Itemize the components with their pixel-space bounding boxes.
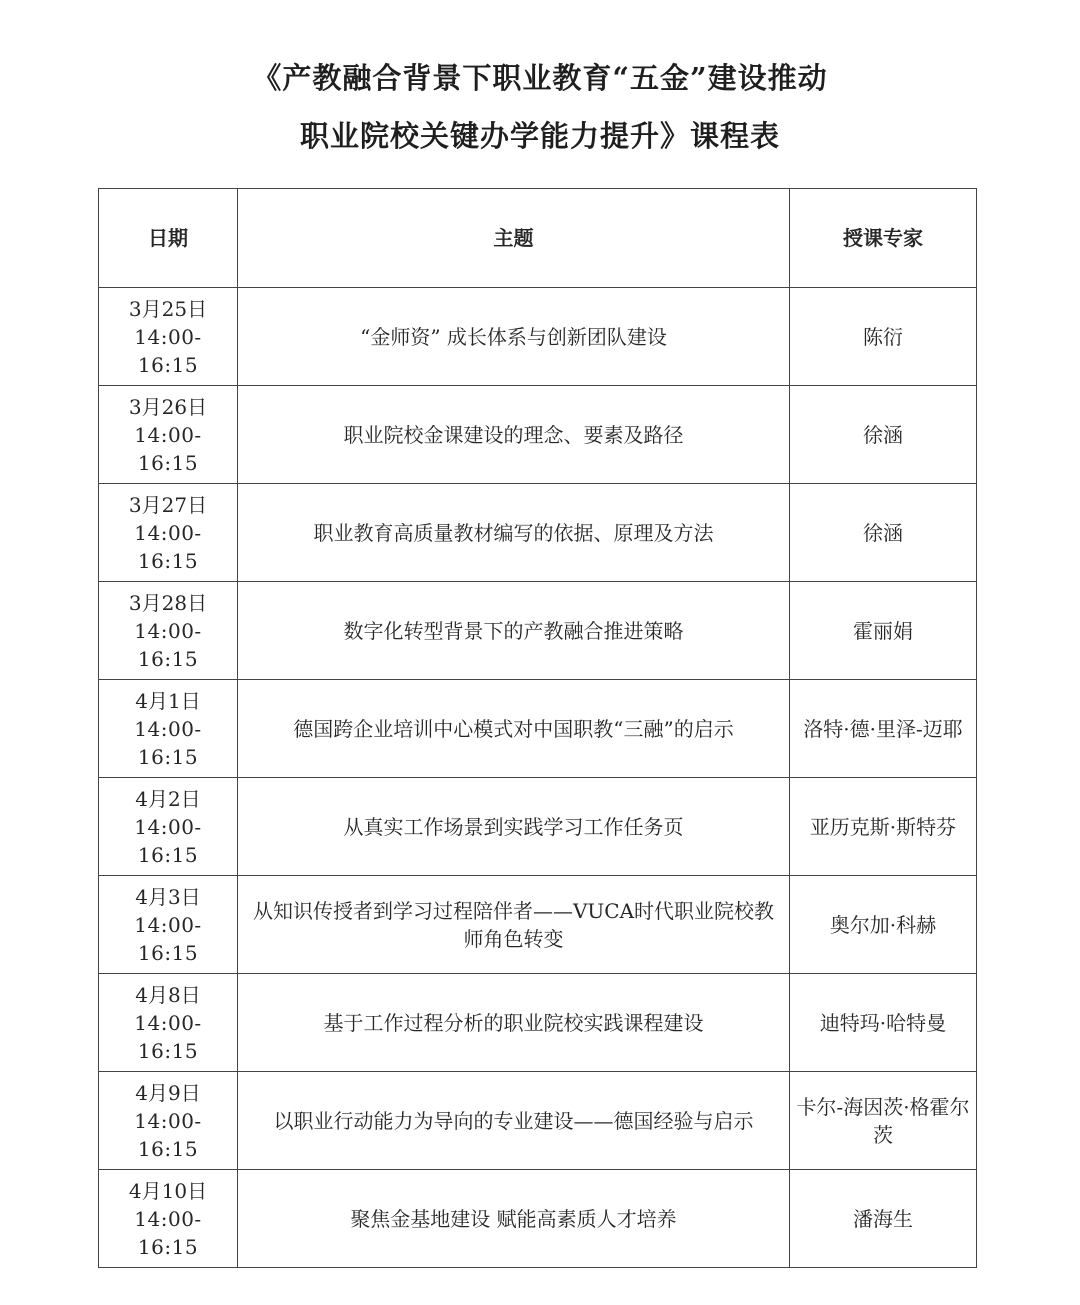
- date-cell: [99, 1072, 238, 1170]
- table-row: [99, 1072, 977, 1170]
- expert-cell: 迪特玛·哈特曼: [790, 974, 977, 1072]
- session-time: 14:00-16:15: [134, 814, 202, 867]
- session-date: 4月1日: [135, 688, 201, 713]
- topic-cell: 职业院校金课建设的理念、要素及路径: [238, 386, 790, 484]
- session-date: 4月9日: [135, 1080, 201, 1105]
- date-cell: [99, 288, 238, 386]
- table-row: [99, 974, 977, 1072]
- date-cell: [99, 484, 238, 582]
- date-cell: [99, 1170, 238, 1268]
- date-cell: [99, 680, 238, 778]
- date-cell: [99, 974, 238, 1072]
- topic-cell: “金师资” 成长体系与创新团队建设: [238, 288, 790, 386]
- header-topic: 主题: [238, 189, 790, 288]
- header-expert: 授课专家: [790, 189, 977, 288]
- session-time: 14:00-16:15: [134, 422, 202, 475]
- table-row: [99, 386, 977, 484]
- session-date: 3月26日: [128, 394, 208, 419]
- expert-cell: 徐涵: [790, 484, 977, 582]
- table-row: [99, 288, 977, 386]
- session-date: 4月2日: [135, 786, 201, 811]
- session-date: 4月10日: [128, 1178, 208, 1203]
- session-time: 14:00-16:15: [134, 520, 202, 573]
- table-row: [99, 582, 977, 680]
- topic-cell: 德国跨企业培训中心模式对中国职教“三融”的启示: [238, 680, 790, 778]
- session-time: 14:00-16:15: [134, 912, 202, 965]
- session-time: 14:00-16:15: [134, 1108, 202, 1161]
- date-cell: [99, 778, 238, 876]
- table-row: [99, 1170, 977, 1268]
- topic-cell: 聚焦金基地建设 赋能高素质人才培养: [238, 1170, 790, 1268]
- session-date: 3月25日: [128, 296, 208, 321]
- topic-cell: 基于工作过程分析的职业院校实践课程建设: [238, 974, 790, 1072]
- session-time: 14:00-16:15: [134, 1010, 202, 1063]
- session-date: 4月8日: [135, 982, 201, 1007]
- date-cell: [99, 582, 238, 680]
- expert-cell: 亚历克斯·斯特芬: [790, 778, 977, 876]
- session-time: 14:00-16:15: [134, 618, 202, 671]
- page-title-line-1: 《产教融合背景下职业教育“五金”建设推动: [252, 61, 828, 95]
- topic-cell: 从知识传授者到学习过程陪伴者——VUCA时代职业院校教师角色转变: [238, 876, 790, 974]
- session-time: 14:00-16:15: [134, 716, 202, 769]
- table-row: [99, 778, 977, 876]
- expert-cell: 奥尔加·科赫: [790, 876, 977, 974]
- session-date: 4月3日: [135, 884, 201, 909]
- expert-cell: 潘海生: [790, 1170, 977, 1268]
- topic-cell: 从真实工作场景到实践学习工作任务页: [238, 778, 790, 876]
- table-row: [99, 876, 977, 974]
- session-time: 14:00-16:15: [134, 1206, 202, 1259]
- topic-cell: 职业教育高质量教材编写的依据、原理及方法: [238, 484, 790, 582]
- table-row: [99, 484, 977, 582]
- session-date: 3月28日: [128, 590, 208, 615]
- table-row: [99, 680, 977, 778]
- expert-cell: 霍丽娟: [790, 582, 977, 680]
- date-cell: [99, 386, 238, 484]
- header-date: 日期: [99, 189, 238, 288]
- course-schedule-table: [98, 188, 977, 1268]
- expert-cell: 洛特·德·里泽-迈耶: [790, 680, 977, 778]
- page-title-line-2: 职业院校关键办学能力提升》课程表: [299, 119, 780, 153]
- expert-cell: 卡尔-海因茨·格霍尔茨: [790, 1072, 977, 1170]
- table-header-row: [99, 189, 977, 288]
- expert-cell: 徐涵: [790, 386, 977, 484]
- topic-cell: 数字化转型背景下的产教融合推进策略: [238, 582, 790, 680]
- session-date: 3月27日: [128, 492, 208, 517]
- topic-cell: 以职业行动能力为导向的专业建设——德国经验与启示: [238, 1072, 790, 1170]
- date-cell: [99, 876, 238, 974]
- session-time: 14:00-16:15: [134, 324, 202, 377]
- expert-cell: 陈衍: [790, 288, 977, 386]
